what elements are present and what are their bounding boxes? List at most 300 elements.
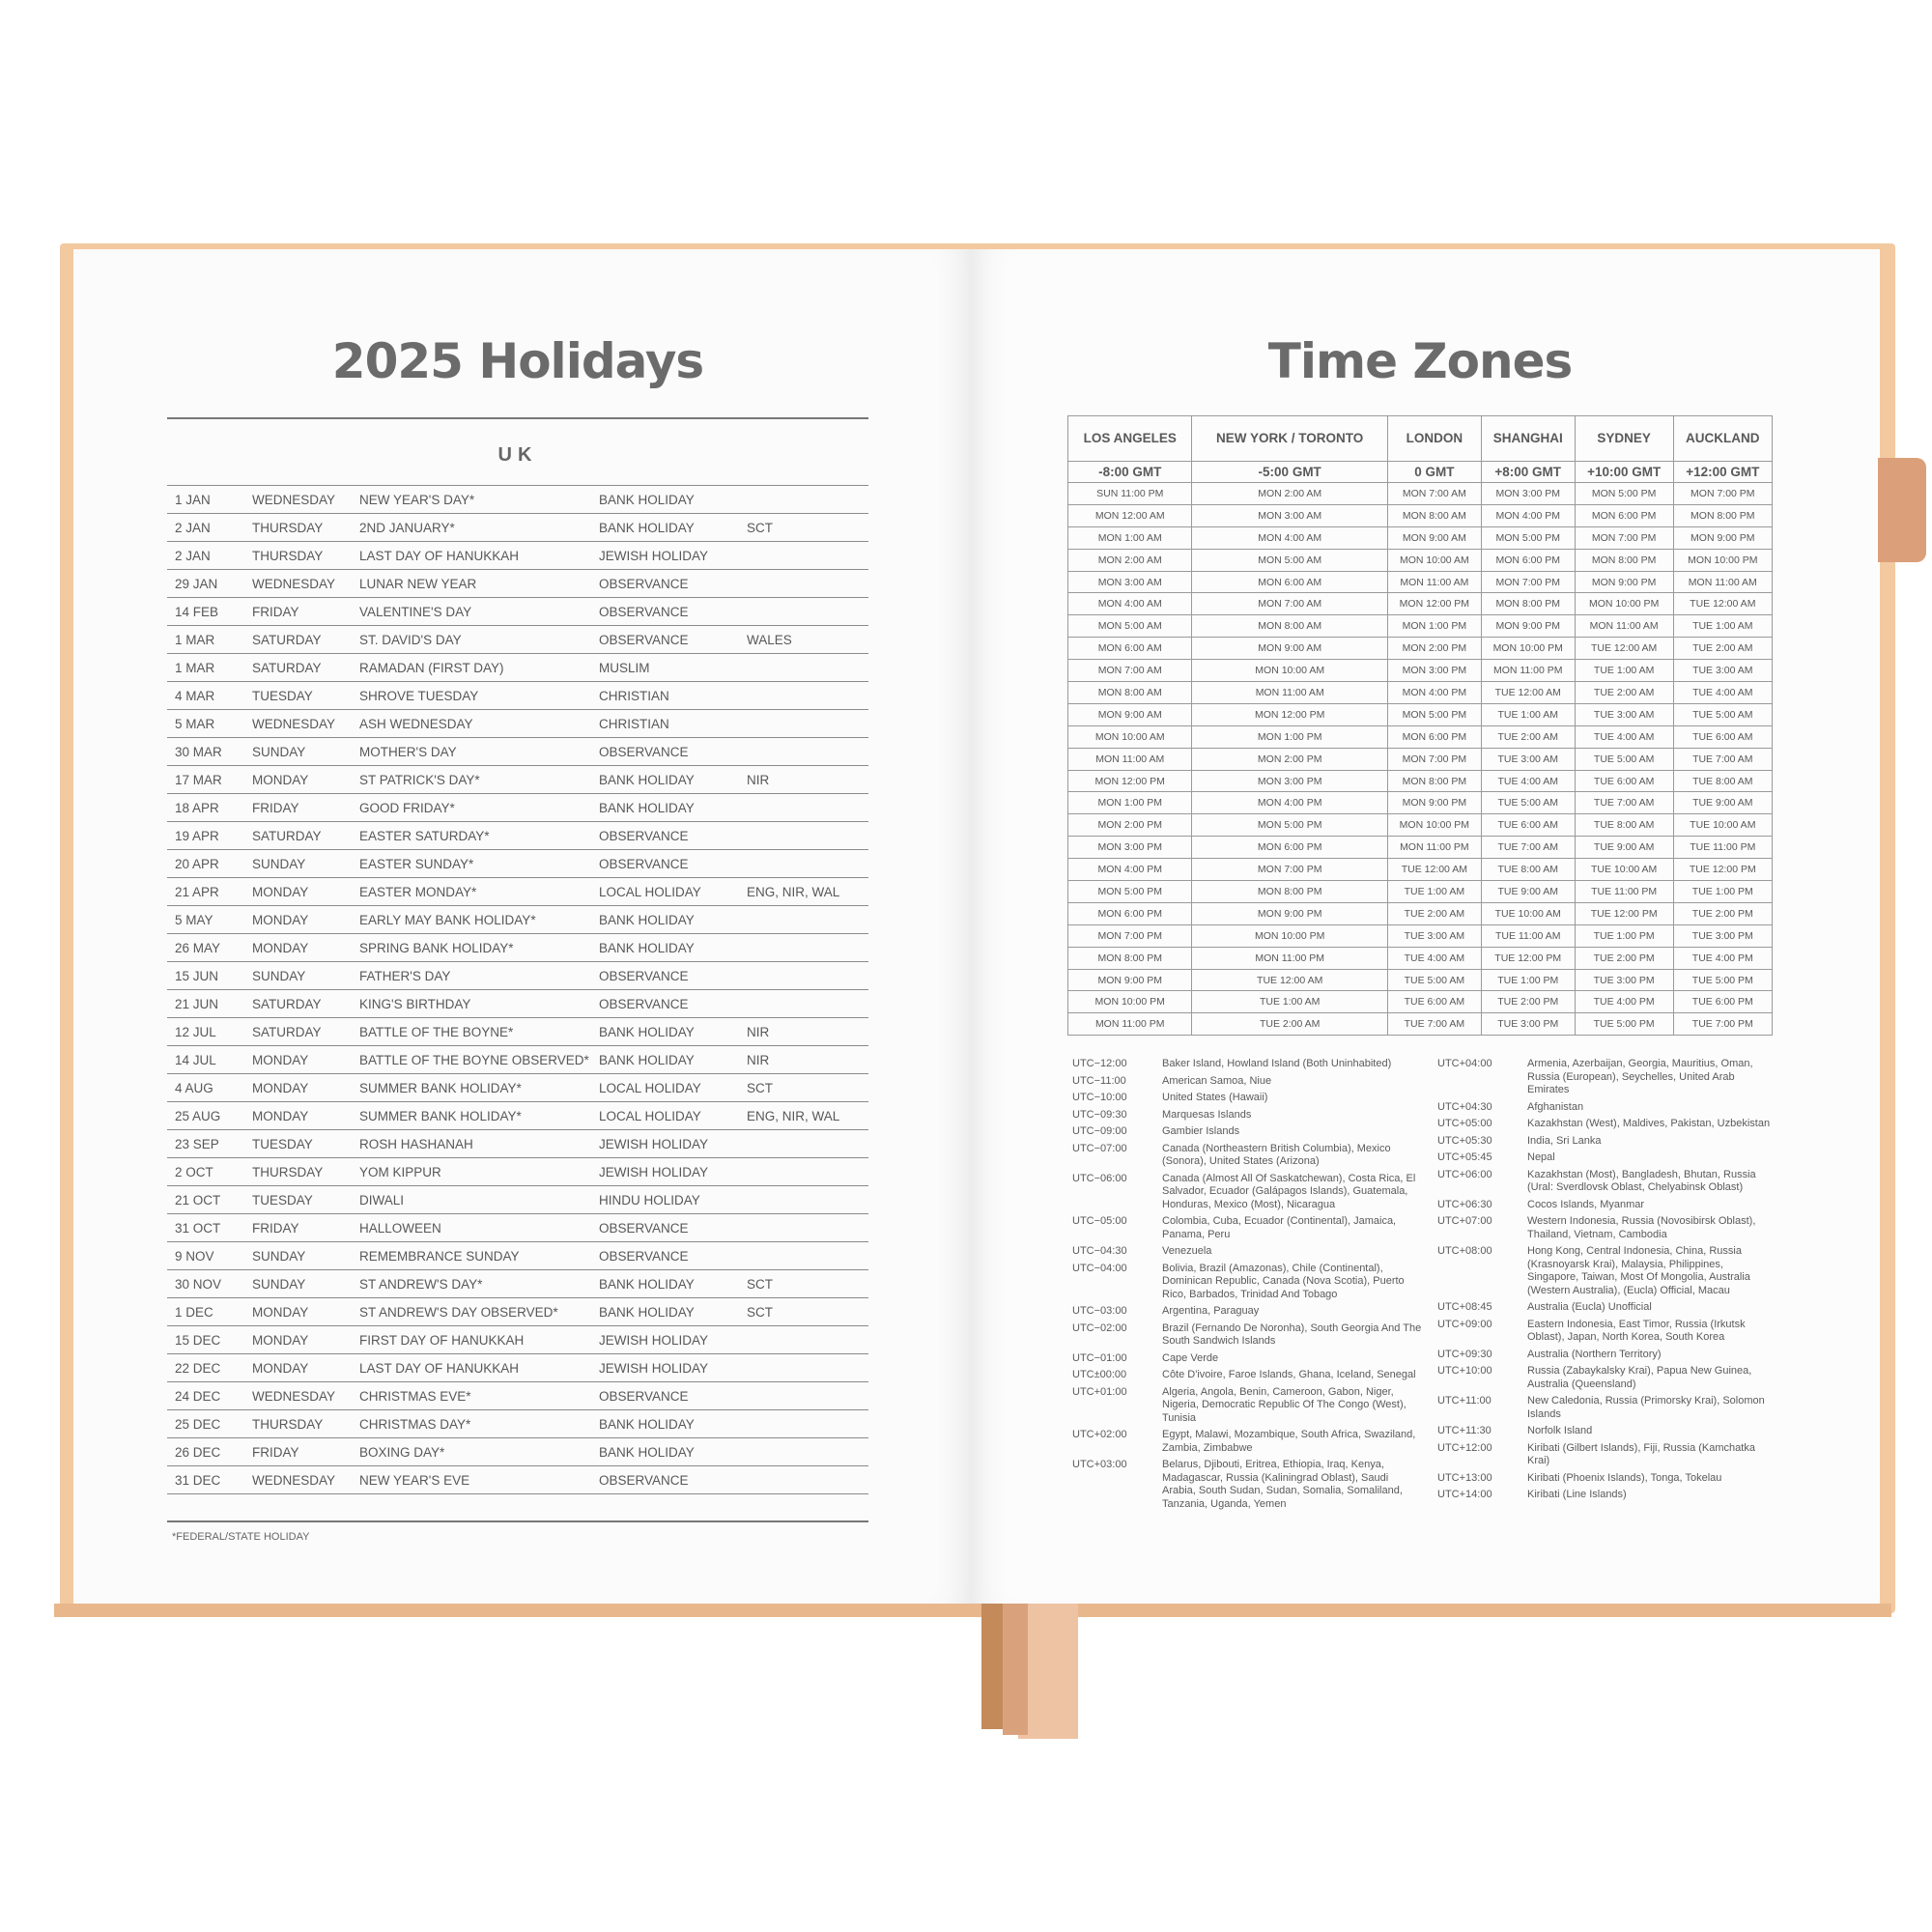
holiday-name: EASTER SUNDAY* xyxy=(352,850,591,878)
holiday-region: NIR xyxy=(739,766,868,794)
timezone-cell: TUE 9:00 AM xyxy=(1673,792,1772,814)
holiday-date: 23 SEP xyxy=(167,1130,244,1158)
timezone-cell: MON 8:00 PM xyxy=(1673,504,1772,526)
timezone-cell: TUE 1:00 PM xyxy=(1575,924,1673,947)
holiday-type: CHRISTIAN xyxy=(591,682,739,710)
holiday-date: 25 AUG xyxy=(167,1102,244,1130)
timezone-cell: MON 7:00 AM xyxy=(1068,660,1192,682)
timezone-cell: TUE 4:00 PM xyxy=(1673,947,1772,969)
timezone-cell: TUE 5:00 AM xyxy=(1481,792,1575,814)
utc-regions: Bolivia, Brazil (Amazonas), Chile (Continental), Dominican Republic, Canada (Nova Scotia), Puerto Rico, Barbados, Trinidad And Tobago xyxy=(1162,1262,1405,1300)
timezone-cell: TUE 12:00 AM xyxy=(1673,593,1772,615)
holiday-row xyxy=(167,850,868,878)
holiday-row xyxy=(167,626,868,654)
holiday-row xyxy=(167,1438,868,1466)
timezone-cell: MON 6:00 AM xyxy=(1192,571,1387,593)
holiday-region: NIR xyxy=(739,1018,868,1046)
holiday-region xyxy=(739,1186,868,1214)
holiday-name: REMEMBRANCE SUNDAY xyxy=(352,1242,591,1270)
timezone-cell: MON 6:00 PM xyxy=(1575,504,1673,526)
utc-code: UTC+05:30 xyxy=(1437,1134,1492,1147)
holiday-date: 18 APR xyxy=(167,794,244,822)
holiday-name: DIWALI xyxy=(352,1186,591,1214)
holiday-weekday: THURSDAY xyxy=(244,1158,352,1186)
holiday-weekday: SUNDAY xyxy=(244,1270,352,1298)
holiday-region xyxy=(739,738,868,766)
holiday-region: SCT xyxy=(739,1270,868,1298)
utc-regions: New Caledonia, Russia (Primorsky Krai), Solomon Islands xyxy=(1527,1395,1765,1420)
holiday-name: ST ANDREW'S DAY* xyxy=(352,1270,591,1298)
holiday-weekday: MONDAY xyxy=(244,1354,352,1382)
holiday-date: 4 MAR xyxy=(167,682,244,710)
timezone-row xyxy=(1068,947,1773,969)
timezone-cell: TUE 5:00 PM xyxy=(1673,969,1772,991)
holiday-type: OBSERVANCE xyxy=(591,1466,739,1494)
holiday-weekday: SUNDAY xyxy=(244,962,352,990)
timezone-cell: MON 1:00 AM xyxy=(1068,526,1192,549)
holiday-region xyxy=(739,1242,868,1270)
holiday-weekday: TUESDAY xyxy=(244,682,352,710)
timezone-row xyxy=(1068,859,1773,881)
holiday-row xyxy=(167,1270,868,1298)
utc-regions: Baker Island, Howland Island (Both Uninhabited) xyxy=(1162,1058,1392,1069)
holiday-region: ENG, NIR, WAL xyxy=(739,878,868,906)
holiday-name: GOOD FRIDAY* xyxy=(352,794,591,822)
holiday-region xyxy=(739,850,868,878)
utc-regions: Kiribati (Phoenix Islands), Tonga, Tokelau xyxy=(1527,1471,1722,1484)
timezone-cell: MON 5:00 PM xyxy=(1387,703,1481,725)
holiday-weekday: FRIDAY xyxy=(244,794,352,822)
utc-entry xyxy=(1437,1215,1776,1241)
timezone-row xyxy=(1068,682,1773,704)
utc-list-right xyxy=(1437,1058,1776,1506)
utc-entry xyxy=(1072,1352,1422,1366)
holiday-date: 17 MAR xyxy=(167,766,244,794)
holiday-region xyxy=(739,710,868,738)
holiday-weekday: SUNDAY xyxy=(244,850,352,878)
holiday-name: BOXING DAY* xyxy=(352,1438,591,1466)
timezone-cell: MON 2:00 PM xyxy=(1068,814,1192,837)
timezone-cell: TUE 6:00 AM xyxy=(1575,770,1673,792)
holiday-type: OBSERVANCE xyxy=(591,962,739,990)
holiday-region xyxy=(739,1214,868,1242)
holiday-name: ROSH HASHANAH xyxy=(352,1130,591,1158)
holiday-region xyxy=(739,1354,868,1382)
holiday-weekday: SUNDAY xyxy=(244,1242,352,1270)
holiday-date: 29 JAN xyxy=(167,570,244,598)
timezone-cell: MON 2:00 PM xyxy=(1192,748,1387,770)
timezone-cell: TUE 3:00 PM xyxy=(1673,924,1772,947)
holiday-name: SUMMER BANK HOLIDAY* xyxy=(352,1102,591,1130)
holiday-weekday: MONDAY xyxy=(244,878,352,906)
holiday-row xyxy=(167,710,868,738)
utc-code: UTC+08:45 xyxy=(1437,1301,1492,1313)
utc-regions: Canada (Northeastern British Columbia), Mexico (Sonora), United States (Arizona) xyxy=(1162,1142,1391,1167)
holiday-region: WALES xyxy=(739,626,868,654)
utc-code: UTC+09:30 xyxy=(1437,1348,1492,1360)
holiday-type: OBSERVANCE xyxy=(591,626,739,654)
timezone-cell: MON 7:00 PM xyxy=(1481,571,1575,593)
utc-code: UTC+09:00 xyxy=(1437,1318,1492,1330)
holiday-type: BANK HOLIDAY xyxy=(591,766,739,794)
utc-code: UTC+04:00 xyxy=(1437,1058,1492,1069)
timezone-cell: TUE 12:00 AM xyxy=(1575,638,1673,660)
city-header: LOS ANGELES xyxy=(1068,416,1192,462)
holiday-region xyxy=(739,1466,868,1494)
utc-regions: India, Sri Lanka xyxy=(1527,1134,1602,1147)
holiday-type: JEWISH HOLIDAY xyxy=(591,1158,739,1186)
holiday-type: JEWISH HOLIDAY xyxy=(591,1354,739,1382)
timezone-cell: MON 8:00 PM xyxy=(1387,770,1481,792)
holiday-weekday: WEDNESDAY xyxy=(244,1382,352,1410)
timezone-cell: TUE 2:00 AM xyxy=(1481,725,1575,748)
holiday-name: LUNAR NEW YEAR xyxy=(352,570,591,598)
timezone-cell: MON 6:00 PM xyxy=(1481,549,1575,571)
holiday-date: 21 OCT xyxy=(167,1186,244,1214)
holiday-name: FATHER'S DAY xyxy=(352,962,591,990)
timezone-cell: TUE 1:00 AM xyxy=(1575,660,1673,682)
timezone-cell: TUE 2:00 PM xyxy=(1481,991,1575,1013)
timezone-cell: TUE 11:00 AM xyxy=(1481,924,1575,947)
timezone-cell: TUE 11:00 PM xyxy=(1673,837,1772,859)
timezone-cell: MON 10:00 PM xyxy=(1068,991,1192,1013)
timezone-cell: TUE 5:00 PM xyxy=(1575,1013,1673,1036)
timezone-cell: TUE 6:00 AM xyxy=(1387,991,1481,1013)
timezone-cell: TUE 12:00 PM xyxy=(1575,902,1673,924)
timezone-row xyxy=(1068,638,1773,660)
holiday-date: 30 MAR xyxy=(167,738,244,766)
utc-regions: Côte D'ivoire, Faroe Islands, Ghana, Iceland, Senegal xyxy=(1162,1369,1416,1380)
holiday-type: OBSERVANCE xyxy=(591,738,739,766)
utc-entry xyxy=(1437,1101,1776,1115)
holiday-name: EASTER MONDAY* xyxy=(352,878,591,906)
timezone-cell: TUE 7:00 AM xyxy=(1575,792,1673,814)
holiday-weekday: THURSDAY xyxy=(244,514,352,542)
utc-code: UTC−03:00 xyxy=(1072,1305,1127,1317)
holiday-region xyxy=(739,1382,868,1410)
timezone-cell: MON 9:00 PM xyxy=(1673,526,1772,549)
utc-code: UTC+06:30 xyxy=(1437,1198,1492,1210)
holiday-type: JEWISH HOLIDAY xyxy=(591,1326,739,1354)
timezone-cell: MON 11:00 AM xyxy=(1068,748,1192,770)
holiday-date: 1 MAR xyxy=(167,626,244,654)
holiday-date: 1 DEC xyxy=(167,1298,244,1326)
utc-entry xyxy=(1072,1263,1422,1302)
timezone-cell: MON 7:00 PM xyxy=(1673,483,1772,505)
holiday-weekday: MONDAY xyxy=(244,766,352,794)
holiday-row xyxy=(167,598,868,626)
timezone-cell: MON 11:00 AM xyxy=(1575,615,1673,638)
timezone-cell: MON 5:00 PM xyxy=(1575,483,1673,505)
holiday-row xyxy=(167,1242,868,1270)
timezone-cell: TUE 12:00 PM xyxy=(1673,859,1772,881)
utc-code: UTC±00:00 xyxy=(1072,1369,1127,1380)
holiday-weekday: MONDAY xyxy=(244,1102,352,1130)
holiday-name: RAMADAN (FIRST DAY) xyxy=(352,654,591,682)
holiday-row xyxy=(167,1382,868,1410)
timezone-cell: MON 5:00 PM xyxy=(1068,881,1192,903)
timezones-table xyxy=(1067,415,1773,1036)
holiday-weekday: MONDAY xyxy=(244,1326,352,1354)
timezone-cell: MON 7:00 AM xyxy=(1387,483,1481,505)
timezone-cell: MON 10:00 AM xyxy=(1068,725,1192,748)
holiday-date: 21 JUN xyxy=(167,990,244,1018)
utc-entry xyxy=(1437,1199,1776,1212)
timezone-cell: MON 7:00 PM xyxy=(1192,859,1387,881)
utc-entry xyxy=(1437,1425,1776,1438)
holiday-type: OBSERVANCE xyxy=(591,570,739,598)
timezone-cell: TUE 2:00 AM xyxy=(1387,902,1481,924)
utc-regions: Kiribati (Line Islands) xyxy=(1527,1489,1627,1500)
holiday-region xyxy=(739,1158,868,1186)
timezone-cell: TUE 7:00 PM xyxy=(1673,1013,1772,1036)
holiday-date: 9 NOV xyxy=(167,1242,244,1270)
timezone-cell: TUE 2:00 PM xyxy=(1575,947,1673,969)
holiday-weekday: SUNDAY xyxy=(244,738,352,766)
holiday-name: CHRISTMAS EVE* xyxy=(352,1382,591,1410)
gmt-offset: +10:00 GMT xyxy=(1575,462,1673,483)
utc-entry xyxy=(1072,1305,1422,1319)
holiday-row xyxy=(167,1326,868,1354)
timezone-cell: TUE 1:00 PM xyxy=(1673,881,1772,903)
holiday-type: OBSERVANCE xyxy=(591,822,739,850)
holiday-date: 2 JAN xyxy=(167,514,244,542)
holiday-region xyxy=(739,570,868,598)
utc-entry xyxy=(1437,1365,1776,1391)
timezone-cell: MON 10:00 PM xyxy=(1481,638,1575,660)
utc-entry xyxy=(1437,1245,1776,1297)
timezone-row xyxy=(1068,792,1773,814)
utc-entry xyxy=(1437,1472,1776,1486)
holiday-region xyxy=(739,1438,868,1466)
holiday-region xyxy=(739,990,868,1018)
holiday-name: ST. DAVID'S DAY xyxy=(352,626,591,654)
holiday-row xyxy=(167,1018,868,1046)
utc-code: UTC−04:00 xyxy=(1072,1262,1127,1274)
gmt-offset: +8:00 GMT xyxy=(1481,462,1575,483)
timezone-cell: TUE 1:00 AM xyxy=(1387,881,1481,903)
holiday-weekday: MONDAY xyxy=(244,906,352,934)
holiday-weekday: SATURDAY xyxy=(244,626,352,654)
utc-entry xyxy=(1437,1349,1776,1362)
holiday-name: LAST DAY OF HANUKKAH xyxy=(352,1354,591,1382)
holiday-name: SPRING BANK HOLIDAY* xyxy=(352,934,591,962)
utc-code: UTC+03:00 xyxy=(1072,1459,1127,1470)
timezone-cell: MON 3:00 PM xyxy=(1068,837,1192,859)
utc-code: UTC+14:00 xyxy=(1437,1489,1492,1500)
timezone-cell: TUE 5:00 AM xyxy=(1673,703,1772,725)
utc-entry xyxy=(1437,1169,1776,1195)
timezone-cell: TUE 10:00 AM xyxy=(1575,859,1673,881)
utc-list-left xyxy=(1072,1058,1422,1515)
holiday-weekday: SATURDAY xyxy=(244,990,352,1018)
utc-regions: Western Indonesia, Russia (Novosibirsk Oblast), Thailand, Vietnam, Cambodia xyxy=(1527,1215,1756,1240)
utc-entry xyxy=(1072,1058,1422,1071)
timezone-cell: MON 8:00 AM xyxy=(1068,682,1192,704)
utc-regions: Nepal xyxy=(1527,1151,1555,1163)
holiday-weekday: SATURDAY xyxy=(244,654,352,682)
elastic-band[interactable] xyxy=(1878,458,1926,562)
holiday-region xyxy=(739,598,868,626)
holiday-type: BANK HOLIDAY xyxy=(591,1018,739,1046)
city-header: LONDON xyxy=(1387,416,1481,462)
utc-regions: Russia (Zabaykalsky Krai), Papua New Guinea, Australia (Queensland) xyxy=(1527,1365,1752,1390)
utc-code: UTC−01:00 xyxy=(1072,1351,1127,1364)
holiday-type: BANK HOLIDAY xyxy=(591,1270,739,1298)
utc-regions: Norfolk Island xyxy=(1527,1425,1593,1436)
utc-entry xyxy=(1072,1173,1422,1212)
holiday-date: 5 MAR xyxy=(167,710,244,738)
utc-regions: Colombia, Cuba, Ecuador (Continental), Jamaica, Panama, Peru xyxy=(1162,1215,1397,1240)
holiday-name: VALENTINE'S DAY xyxy=(352,598,591,626)
utc-code: UTC+08:00 xyxy=(1437,1245,1492,1257)
holiday-weekday: MONDAY xyxy=(244,934,352,962)
timezone-cell: MON 7:00 AM xyxy=(1192,593,1387,615)
utc-code: UTC+05:00 xyxy=(1437,1118,1492,1129)
timezone-cell: MON 4:00 PM xyxy=(1068,859,1192,881)
utc-regions: Egypt, Malawi, Mozambique, South Africa, Swaziland, Zambia, Zimbabwe xyxy=(1162,1429,1416,1454)
timezone-row xyxy=(1068,837,1773,859)
timezone-cell: MON 8:00 PM xyxy=(1481,593,1575,615)
utc-entry xyxy=(1072,1092,1422,1105)
timezone-cell: TUE 2:00 AM xyxy=(1673,638,1772,660)
timezone-cell: MON 9:00 PM xyxy=(1192,902,1387,924)
timezone-cell: MON 8:00 PM xyxy=(1068,947,1192,969)
bookmark-ribbon[interactable] xyxy=(1003,1604,1028,1735)
holiday-row xyxy=(167,486,868,514)
holidays-bottom-rule xyxy=(167,1520,868,1522)
holiday-name: ST ANDREW'S DAY OBSERVED* xyxy=(352,1298,591,1326)
holiday-type: BANK HOLIDAY xyxy=(591,1046,739,1074)
holiday-row xyxy=(167,570,868,598)
timezone-row xyxy=(1068,504,1773,526)
holiday-type: LOCAL HOLIDAY xyxy=(591,878,739,906)
timezone-row xyxy=(1068,770,1773,792)
utc-regions: American Samoa, Niue xyxy=(1162,1074,1272,1087)
utc-regions: Afghanistan xyxy=(1527,1100,1584,1113)
timezone-cell: TUE 10:00 AM xyxy=(1481,902,1575,924)
timezone-cell: MON 11:00 PM xyxy=(1387,837,1481,859)
holiday-row xyxy=(167,738,868,766)
timezone-cell: MON 11:00 AM xyxy=(1673,571,1772,593)
timezone-cell: MON 10:00 AM xyxy=(1387,549,1481,571)
utc-code: UTC+11:00 xyxy=(1437,1395,1492,1406)
holiday-date: 22 DEC xyxy=(167,1354,244,1382)
utc-regions: United States (Hawaii) xyxy=(1162,1092,1268,1103)
timezone-cell: MON 2:00 PM xyxy=(1387,638,1481,660)
holiday-region xyxy=(739,542,868,570)
timezone-cell: MON 11:00 AM xyxy=(1192,682,1387,704)
timezone-cell: MON 4:00 PM xyxy=(1192,792,1387,814)
timezone-row xyxy=(1068,924,1773,947)
utc-entry xyxy=(1072,1459,1422,1511)
holidays-table xyxy=(167,485,868,1494)
holiday-row xyxy=(167,1466,868,1494)
holiday-date: 31 DEC xyxy=(167,1466,244,1494)
timezone-cell: MON 4:00 PM xyxy=(1481,504,1575,526)
timezone-cell: MON 5:00 PM xyxy=(1481,526,1575,549)
timezone-row xyxy=(1068,703,1773,725)
timezone-cell: MON 8:00 PM xyxy=(1575,549,1673,571)
timezone-cell: MON 8:00 AM xyxy=(1192,615,1387,638)
holiday-date: 26 DEC xyxy=(167,1438,244,1466)
utc-regions: Kazakhstan (Most), Bangladesh, Bhutan, Russia (Ural: Sverdlovsk Oblast, Chelyabinsk Oblast) xyxy=(1527,1168,1756,1193)
utc-regions: Eastern Indonesia, East Timor, Russia (Irkutsk Oblast), Japan, North Korea, South Korea xyxy=(1527,1318,1746,1343)
timezone-cell: TUE 8:00 AM xyxy=(1673,770,1772,792)
holiday-date: 15 DEC xyxy=(167,1326,244,1354)
utc-entry xyxy=(1437,1151,1776,1165)
holiday-weekday: SATURDAY xyxy=(244,822,352,850)
holiday-weekday: TUESDAY xyxy=(244,1130,352,1158)
holiday-type: JEWISH HOLIDAY xyxy=(591,1130,739,1158)
utc-entry xyxy=(1072,1143,1422,1169)
timezone-cell: MON 10:00 PM xyxy=(1192,924,1387,947)
timezone-cell: MON 6:00 PM xyxy=(1068,902,1192,924)
holiday-weekday: THURSDAY xyxy=(244,1410,352,1438)
timezone-cell: TUE 4:00 AM xyxy=(1673,682,1772,704)
holiday-row xyxy=(167,654,868,682)
holiday-date: 15 JUN xyxy=(167,962,244,990)
holiday-row xyxy=(167,1158,868,1186)
timezone-cell: MON 11:00 PM xyxy=(1068,1013,1192,1036)
holiday-type: LOCAL HOLIDAY xyxy=(591,1074,739,1102)
timezone-row xyxy=(1068,902,1773,924)
holiday-name: BATTLE OF THE BOYNE OBSERVED* xyxy=(352,1046,591,1074)
timezone-cell: TUE 2:00 PM xyxy=(1673,902,1772,924)
gmt-offset: 0 GMT xyxy=(1387,462,1481,483)
holiday-type: BANK HOLIDAY xyxy=(591,1410,739,1438)
holiday-type: BANK HOLIDAY xyxy=(591,1298,739,1326)
offset-header-row xyxy=(1068,462,1773,483)
holiday-region xyxy=(739,906,868,934)
timezone-cell: TUE 2:00 AM xyxy=(1192,1013,1387,1036)
utc-regions: Kiribati (Gilbert Islands), Fiji, Russia (Kamchatka Krai) xyxy=(1527,1441,1755,1466)
timezones-title: Time Zones xyxy=(1267,333,1573,389)
utc-regions: Armenia, Azerbaijan, Georgia, Mauritius, Oman, Russia (European), Seychelles, United Arab Emirates xyxy=(1527,1058,1753,1095)
holidays-title: 2025 Holidays xyxy=(331,333,704,389)
holiday-region xyxy=(739,822,868,850)
utc-code: UTC+05:45 xyxy=(1437,1151,1492,1163)
holiday-weekday: WEDNESDAY xyxy=(244,710,352,738)
holiday-region xyxy=(739,682,868,710)
holiday-row xyxy=(167,1298,868,1326)
holiday-type: CHRISTIAN xyxy=(591,710,739,738)
utc-entry xyxy=(1072,1322,1422,1349)
timezone-cell: MON 3:00 PM xyxy=(1481,483,1575,505)
utc-entry xyxy=(1072,1386,1422,1426)
timezone-cell: MON 5:00 PM xyxy=(1192,814,1387,837)
timezone-cell: TUE 4:00 AM xyxy=(1575,725,1673,748)
holiday-weekday: TUESDAY xyxy=(244,1186,352,1214)
timezone-row xyxy=(1068,814,1773,837)
holiday-weekday: MONDAY xyxy=(244,1298,352,1326)
timezone-cell: MON 7:00 PM xyxy=(1068,924,1192,947)
timezone-cell: MON 10:00 AM xyxy=(1192,660,1387,682)
holiday-row xyxy=(167,1186,868,1214)
timezone-cell: MON 6:00 AM xyxy=(1068,638,1192,660)
utc-regions: Australia (Northern Territory) xyxy=(1527,1348,1662,1360)
utc-code: UTC+07:00 xyxy=(1437,1215,1492,1227)
holiday-row xyxy=(167,934,868,962)
timezone-cell: TUE 3:00 AM xyxy=(1481,748,1575,770)
holiday-region: SCT xyxy=(739,1074,868,1102)
timezone-cell: MON 12:00 AM xyxy=(1068,504,1192,526)
utc-entry xyxy=(1072,1369,1422,1382)
holiday-weekday: SATURDAY xyxy=(244,1018,352,1046)
holiday-weekday: THURSDAY xyxy=(244,542,352,570)
utc-regions: Cape Verde xyxy=(1162,1351,1219,1364)
timezone-cell: TUE 5:00 AM xyxy=(1575,748,1673,770)
